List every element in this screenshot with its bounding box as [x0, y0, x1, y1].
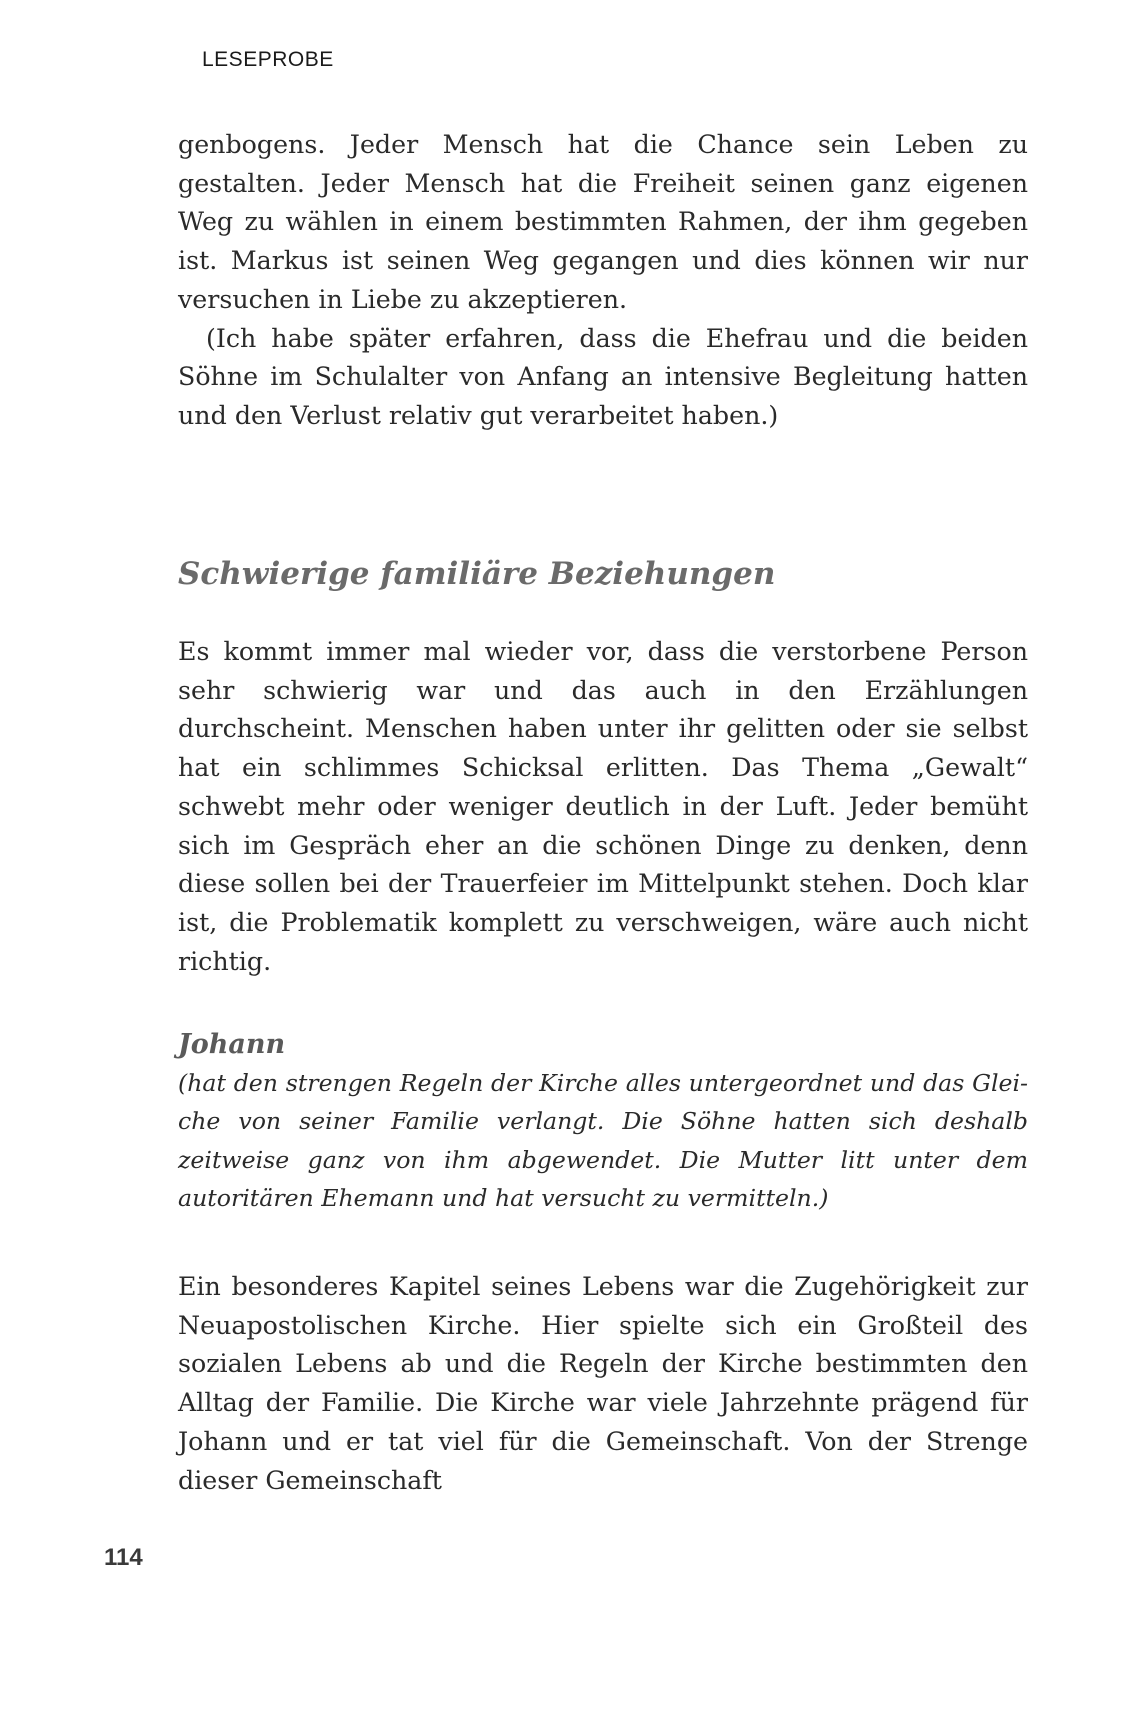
subsection-heading-block — [178, 1026, 1028, 1064]
body-paragraph: (Ich habe später erfahren, dass die Ehefrau und die beiden Söhne im Schulalter von Anfang an intensive Begleitung hatten und den Verlust relativ gut verarbeitet haben.) — [178, 323, 1028, 430]
italic-note: (hat den strengen Regeln der Kirche alles untergeordnet und das Gleiche von seiner Familie verlangt. Die Söhne hatten sich deshalb zeitweise ganz von ihm abgewendet. Die Mutter litt unter dem autoritären Ehemann und hat versucht zu vermitteln.) — [178, 1069, 1028, 1213]
section-text — [178, 633, 1028, 981]
page-number: 114 — [104, 1544, 143, 1571]
body-paragraph: Ein besonderes Kapitel seines Lebens war die Zugehörigkeit zur Neuapostolischen Kirche. Hier spielte sich ein Großteil des sozialen Lebens ab und die Regeln der Kirche bestimmten den Alltag der Familie. Die Kirche war viele Jahrzehnte prägend für Johann und er tat viel für die Gemeinschaft. Von der Strenge dieser Gemeinschaft — [178, 1272, 1028, 1495]
section-heading-block — [178, 554, 1028, 594]
running-head: LESEPROBE — [202, 48, 334, 71]
subsection-note-block — [178, 1064, 1028, 1218]
opening-text — [178, 126, 1028, 436]
subsection-text — [178, 1268, 1028, 1500]
body-paragraph: Es kommt immer mal wieder vor, dass die verstorbene Person sehr schwierig war und das auch in den Erzählungen durchscheint. Menschen haben unter ihr gelitten oder sie selbst hat ein schlimmes Schicksal erlitten. Das Thema „Gewalt“ schwebt mehr oder weniger deutlich in der Luft. Jeder bemüht sich im Gespräch eher an die schönen Dinge zu denken, denn diese sollen bei der Trauerfeier im Mittelpunkt stehen. Doch klar ist, die Problematik komplett zu verschweigen, wäre auch nicht richtig. — [178, 637, 1028, 976]
section-heading: Schwierige familiäre Beziehungen — [178, 556, 776, 592]
subsection-heading: Johann — [178, 1029, 286, 1060]
body-paragraph: genbogens. Jeder Mensch hat die Chance sein Leben zu gestalten. Jeder Mensch hat die Freiheit seinen ganz eigenen Weg zu wählen in einem bestimmten Rahmen, der ihm gegeben ist. Markus ist seinen Weg gegangen und dies können wir nur versuchen in Liebe zu akzeptieren. — [178, 130, 1028, 314]
